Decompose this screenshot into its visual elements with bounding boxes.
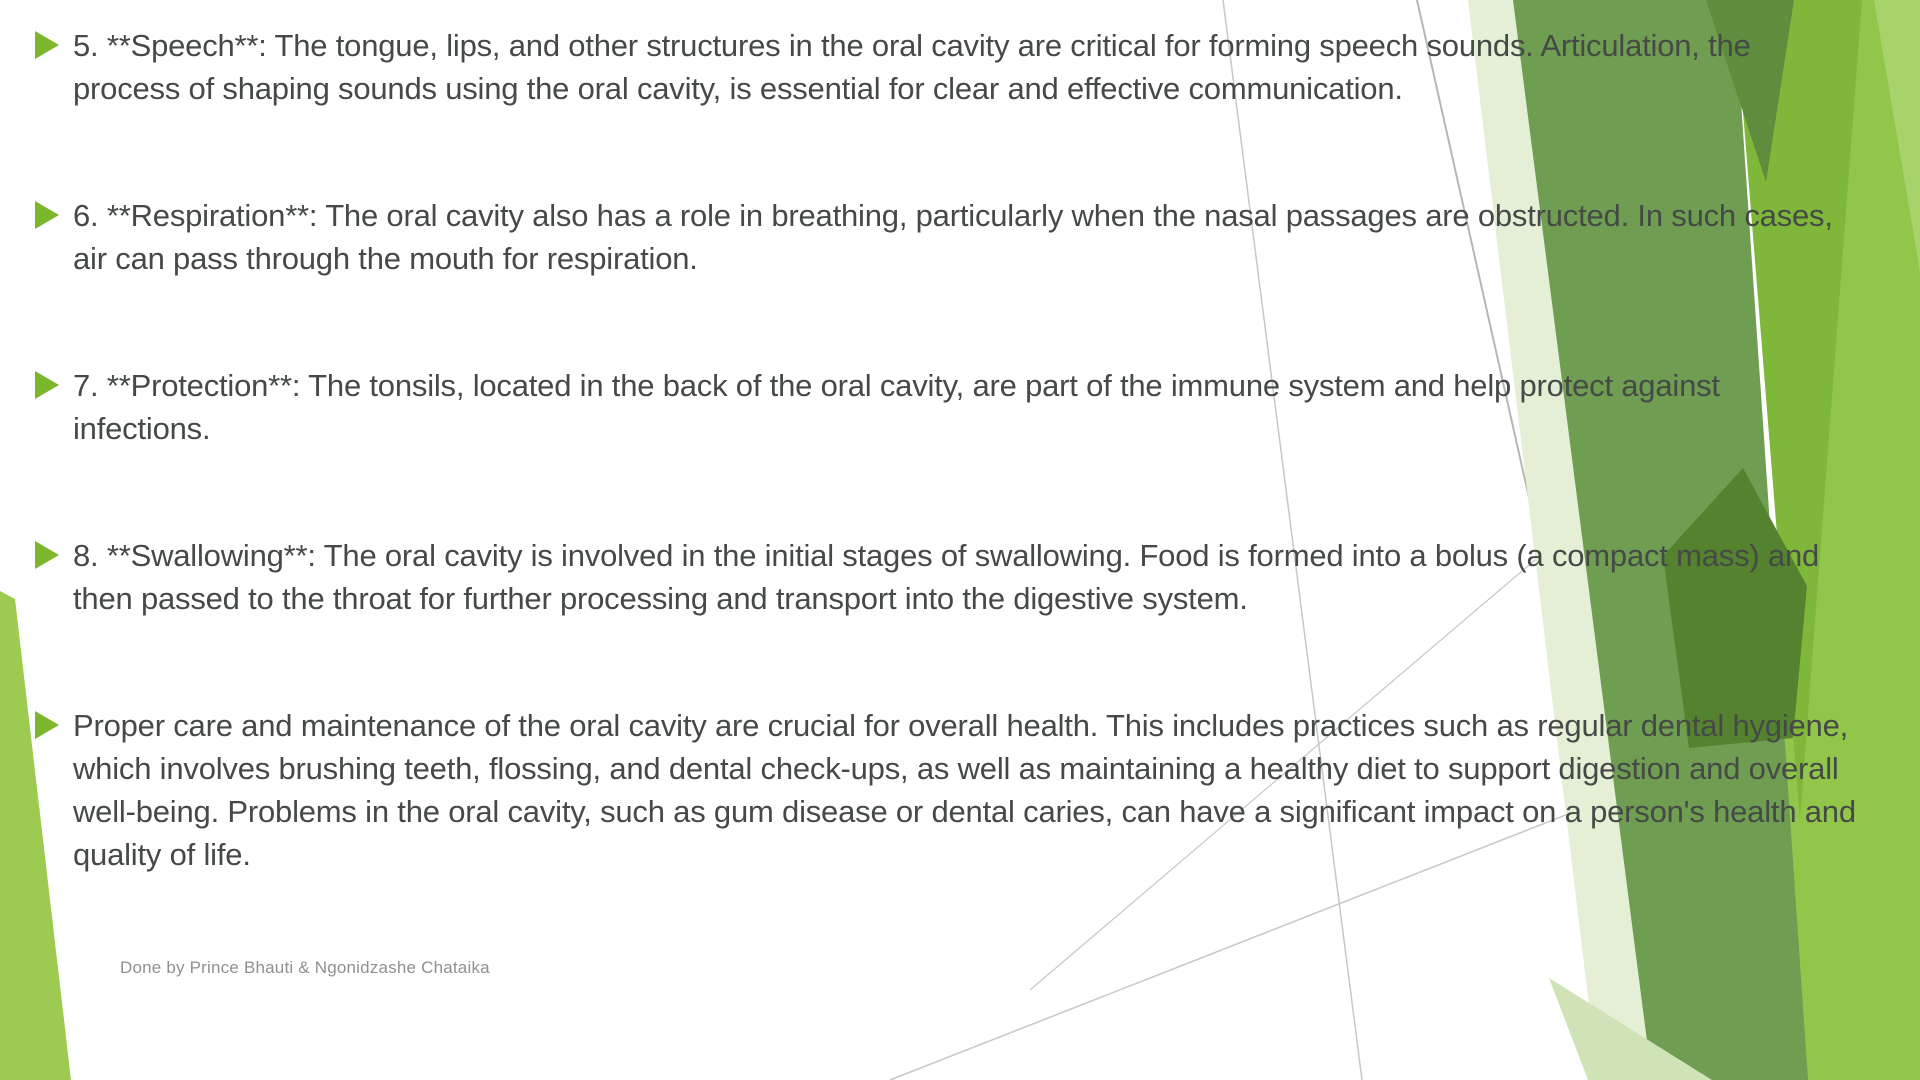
bullet-triangle-icon — [35, 31, 59, 59]
bullet-text-protection: 7. **Protection**: The tonsils, located in the back of the oral cavity, are part of the immune system and help protect against infections. — [73, 368, 1720, 446]
bullet-item-care — [35, 704, 1870, 876]
bullet-triangle-icon — [35, 541, 59, 569]
bullet-triangle-icon — [35, 201, 59, 229]
bullet-text-swallowing: 8. **Swallowing**: The oral cavity is involved in the initial stages of swallowing. Food is formed into a bolus (a compact mass) and then passed to the throat for further processing and transport into the digestive system. — [73, 538, 1820, 616]
bullet-triangle-icon — [35, 371, 59, 399]
bullet-item-swallowing — [35, 534, 1870, 620]
bullet-item-speech — [35, 24, 1870, 110]
bullet-text-speech: 5. **Speech**: The tongue, lips, and other structures in the oral cavity are critical for forming speech sounds. Articulation, the process of shaping sounds using the oral cavity, is essential for clear and effective communication. — [73, 28, 1751, 106]
bullet-item-respiration — [35, 194, 1870, 280]
bullet-item-protection — [35, 364, 1870, 450]
bullet-text-care: Proper care and maintenance of the oral cavity are crucial for overall health. This includes practices such as regular dental hygiene, which involves brushing teeth, flossing, and dental check-ups, as well as maintaining a healthy diet to support digestion and overall well-being. Problems in the oral cavity, such as gum disease or dental caries, can have a significant impact on a person's health and quality of life. — [73, 708, 1856, 872]
bullet-text-respiration: 6. **Respiration**: The oral cavity also has a role in breathing, particularly when the nasal passages are obstructed. In such cases, air can pass through the mouth for respiration. — [73, 198, 1833, 276]
bullet-triangle-icon — [35, 711, 59, 739]
credit-text: Done by Prince Bhauti & Ngonidzashe Chataika — [120, 958, 490, 977]
bullet-list — [35, 24, 1870, 876]
